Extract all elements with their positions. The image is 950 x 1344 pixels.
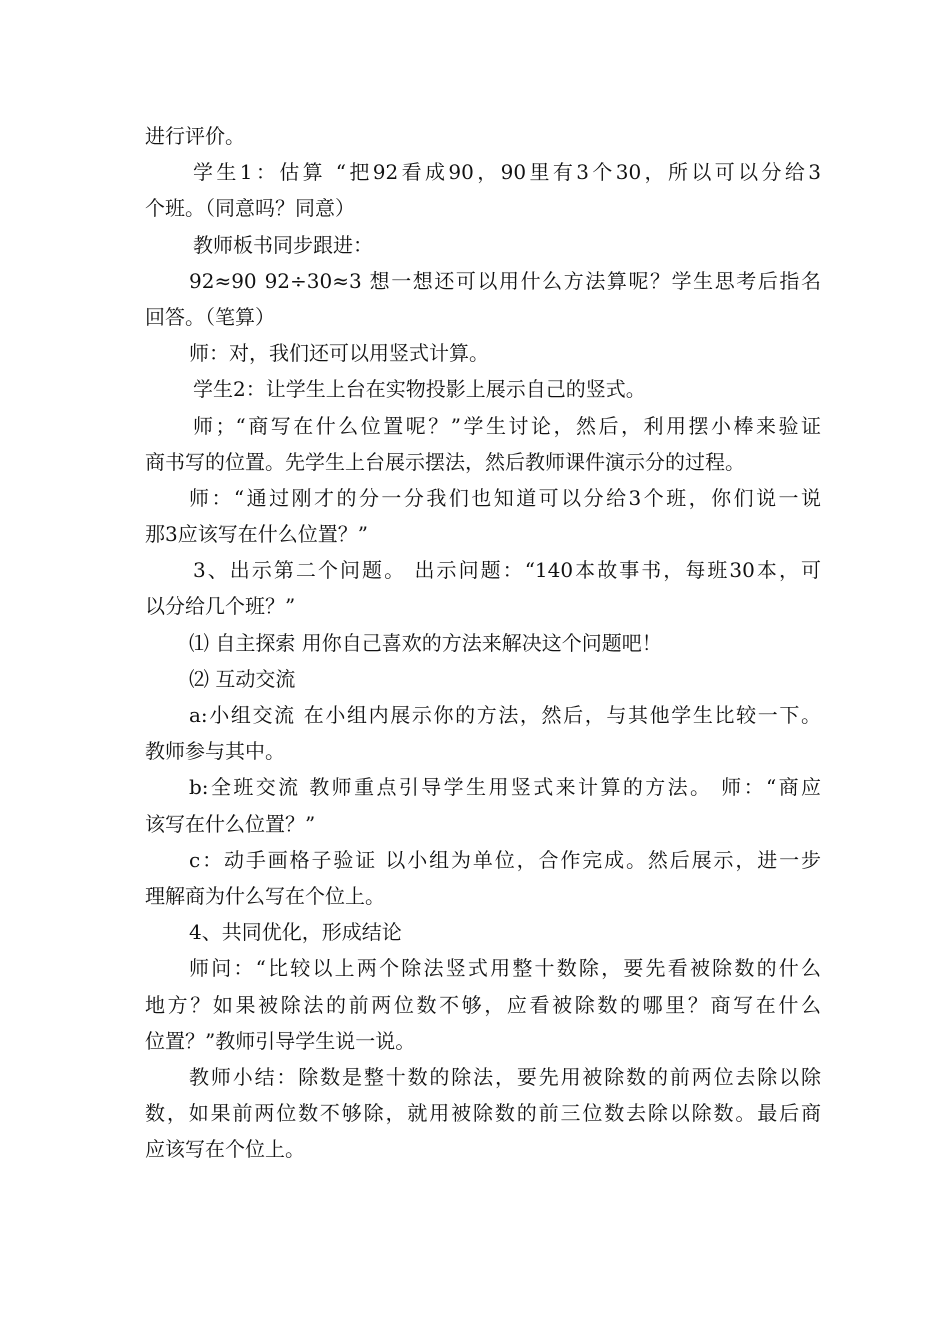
text-line: 教师板书同步跟进： xyxy=(193,232,373,257)
text-line: 以分给几个班？” xyxy=(145,594,296,619)
text-line: 师：对，我们还可以用竖式计算。 xyxy=(189,341,489,366)
paragraph xyxy=(145,552,821,624)
paragraph xyxy=(145,914,821,950)
text-line: 学生1：估算 “把92看成90，90里有3个30，所以可以分给3 xyxy=(193,160,821,185)
paragraph xyxy=(145,625,821,661)
text-line: c：动手画格子验证 以小组为单位，合作完成。然后展示，进一步 xyxy=(189,847,821,872)
text-line: 该写在什么位置？” xyxy=(145,811,316,836)
paragraph xyxy=(145,661,821,697)
paragraph xyxy=(145,480,821,552)
text-line: 学生2：让学生上台在实物投影上展示自己的竖式。 xyxy=(193,377,646,402)
paragraph xyxy=(145,769,821,841)
text-line: 4、共同优化，形成结论 xyxy=(189,920,402,945)
text-line: 92≈90 92÷30≈3 想一想还可以用什么方法算呢？学生思考后指名 xyxy=(189,268,821,293)
paragraph xyxy=(145,842,821,914)
paragraph xyxy=(145,118,821,154)
text-line: 数，如果前两位数不够除，就用被除数的前三位数去除以除数。最后商 xyxy=(145,1101,821,1126)
paragraph xyxy=(145,335,821,371)
text-line: 商书写的位置。先学生上台展示摆法，然后教师课件演示分的过程。 xyxy=(145,449,745,474)
paragraph xyxy=(145,950,821,1059)
text-line: a:小组交流 在小组内展示你的方法，然后，与其他学生比较一下。 xyxy=(189,703,821,727)
paragraph xyxy=(145,1059,821,1168)
text-line: 个班。（同意吗？同意） xyxy=(145,196,355,221)
text-line: 师问：“比较以上两个除法竖式用整十数除，要先看被除数的什么 xyxy=(189,956,821,981)
text-line: 理解商为什么写在个位上。 xyxy=(145,883,385,908)
text-line: ⑵ 互动交流 xyxy=(189,666,296,691)
text-line: 应该写在个位上。 xyxy=(145,1137,305,1162)
paragraph xyxy=(145,697,821,769)
paragraph xyxy=(145,371,821,407)
text-line: 教师小结：除数是整十数的除法，要先用被除数的前两位去除以除 xyxy=(189,1064,821,1089)
text-line: 地方？如果被除法的前两位数不够，应看被除数的哪里？商写在什么 xyxy=(145,992,821,1017)
text-line: ⑴ 自主探索 用你自己喜欢的方法来解决这个问题吧！ xyxy=(189,630,662,655)
text-line: 师；“商写在什么位置呢？”学生讨论，然后，利用摆小棒来验证 xyxy=(193,413,821,438)
paragraph xyxy=(145,263,821,335)
text-line: 进行评价。 xyxy=(145,124,245,148)
text-line: 那3应该写在什么位置？” xyxy=(145,522,368,547)
text-line: 师：“通过刚才的分一分我们也知道可以分给3个班，你们说一说 xyxy=(189,485,821,510)
document-body xyxy=(145,118,821,1167)
text-line: 3、出示第二个问题。 出示问题：“140本故事书，每班30本，可 xyxy=(193,558,821,583)
text-line: 回答。（笔算） xyxy=(145,304,275,329)
paragraph xyxy=(145,227,821,263)
text-line: 位置？”教师引导学生说一说。 xyxy=(145,1028,416,1053)
text-line: 教师参与其中。 xyxy=(145,739,285,764)
paragraph xyxy=(145,154,821,226)
paragraph xyxy=(145,408,821,480)
text-line: b:全班交流 教师重点引导学生用竖式来计算的方法。 师：“商应 xyxy=(189,775,821,800)
